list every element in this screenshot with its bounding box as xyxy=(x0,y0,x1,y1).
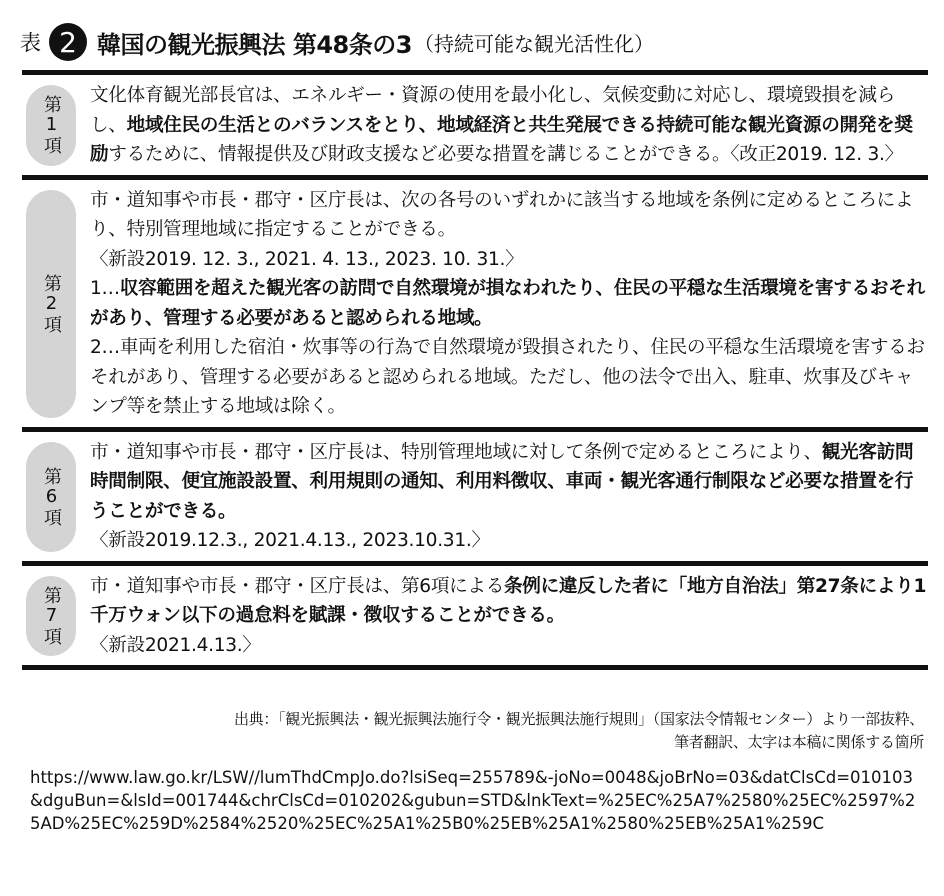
emphasized-text: 条例に違反した者に「地方自治法」第27条により1千万ウォン以下の過怠料を賦課・徴収することができる。 xyxy=(90,575,927,626)
clause-text-segment: 〈新設2019.12.3., 2021.4.13., 2023.10.31.〉 xyxy=(90,530,490,551)
clause-text-segment: 〈新設2019. 12. 3., 2021. 4. 13., 2023. 10. 31.〉 xyxy=(90,248,524,270)
clause-label: 第6項 xyxy=(41,466,62,527)
clause-text-segment: 市・道知事や市長・郡守・区庁長は、第6項による xyxy=(90,575,504,597)
table-title xyxy=(20,18,654,66)
clause-text-segment: するために、情報提供及び財政支援など必要な措置を講じることができる。〈改正2019. 12. 3.〉 xyxy=(108,144,903,165)
table-row xyxy=(22,75,928,180)
emphasized-text: 収容範囲を超えた観光客の訪問で自然環境が損なわれたり、住民の平穏な生活環境を害するおそれがあり、管理する必要があると認められる地域。 xyxy=(90,278,925,329)
table-row xyxy=(22,566,928,671)
clause-text-segment: 2…車両を利用した宿泊・炊事等の行為で自然環境が毀損されたり、住民の平穏な生活環境を害するおそれがあり、管理する必要があると認められる地域。ただし、他の法令で出入、駐車、炊事及びキャンプ等を禁止する地域は除く。 xyxy=(90,337,925,417)
clause-text-segment: 1… xyxy=(90,278,120,299)
clause-text xyxy=(82,81,928,170)
table-subtitle: （持続可能な観光活性化） xyxy=(413,31,654,56)
clause-text xyxy=(82,438,928,556)
clause-text xyxy=(82,186,928,422)
source-line-2: 筆者翻訳、太字は本稿に関係する箇所 xyxy=(674,733,924,751)
table-row xyxy=(22,180,928,432)
law-table xyxy=(22,70,928,670)
source-citation xyxy=(234,708,924,754)
clause-label-pill xyxy=(26,85,76,166)
table-row xyxy=(22,432,928,566)
table-number-badge: 2 xyxy=(49,23,87,61)
clause-label: 第2項 xyxy=(41,273,62,334)
source-line-1: 出典：「観光振興法・観光振興法施行令・観光振興法施行規則」（国家法令情報センター）より一部抜粋、 xyxy=(233,710,924,728)
row-label-cell xyxy=(22,186,82,422)
clause-label: 第7項 xyxy=(41,585,62,646)
clause-text xyxy=(82,572,928,661)
table-prefix: 表 xyxy=(20,31,41,55)
clause-label: 第1項 xyxy=(41,95,62,156)
clause-text-segment: 文化体育観光部長官は、エネルギー・資源の使用を最小化し、気候変動に対応し、環境毀損を減らし、 xyxy=(90,85,895,136)
row-label-cell xyxy=(22,572,82,661)
row-label-cell xyxy=(22,81,82,170)
table-main-title: 韓国の観光振興法 第48条の3 xyxy=(97,30,412,59)
clause-text-segment: 市・道知事や市長・郡守・区庁長は、特別管理地域に対して条例で定めるところにより、 xyxy=(90,441,822,463)
row-label-cell xyxy=(22,438,82,556)
emphasized-text: 地域住民の生活とのバランスをとり、地域経済と共生発展できる持続可能な観光資源の開発を奨励 xyxy=(90,114,913,165)
clause-label-pill xyxy=(26,576,76,657)
emphasized-text: 観光客訪問時間制限、便宜施設設置、利用規則の通知、利用料徴収、車両・観光客通行制限など必要な措置を行うことができる。 xyxy=(90,441,914,522)
clause-text-segment: 〈新設2021.4.13.〉 xyxy=(90,634,261,656)
clause-text-segment: 市・道知事や市長・郡守・区庁長は、次の各号のいずれかに該当する地域を条例に定めるところにより、特別管理地域に指定することができる。 xyxy=(90,189,914,240)
source-url[interactable]: https://www.law.go.kr/LSW//lumThdCmpJo.do?lsiSeq=255789&-joNo=0048&joBrNo=03&datClsCd=010103&dguBun=&lsId=001744&chrClsCd=010202&gubun=STD&lnkText=%25EC%25A7%2580%25EC%2597%25AD%25EC%259D%2584%2520%25EC%25A1%25B0%25EB%25A1%2580%25EB%25A1%259C xyxy=(30,768,916,833)
clause-label-pill xyxy=(26,190,76,418)
clause-label-pill xyxy=(26,442,76,552)
